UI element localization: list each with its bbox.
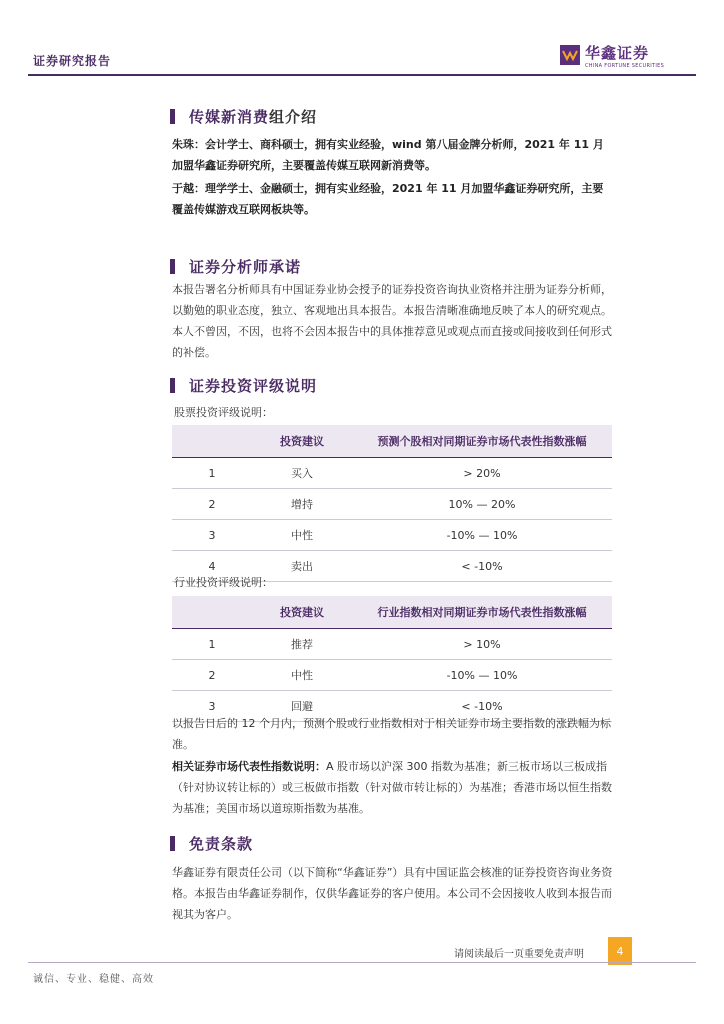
report-type-label: 证券研究报告 (33, 54, 112, 68)
logo-mark-icon (560, 45, 580, 65)
table-cell: 1 (172, 458, 252, 489)
page-header (0, 0, 724, 78)
table-cell: 2 (172, 660, 252, 691)
table-cell: < -10% (352, 551, 612, 582)
rating-basis-text: 以报告日后的 12 个月内，预测个股或行业指数相对于相关证券市场主要指数的涨跌幅为标准。 (172, 717, 611, 751)
table-cell: 推荐 (252, 629, 352, 660)
table-header-row (172, 596, 612, 629)
team-member-1: 朱珠：会计学士、商科硕士，拥有实业经验，wind 第八届金牌分析师，2021 年 11 月加盟华鑫证券研究所，主要覆盖传媒互联网新消费等。 (172, 138, 604, 172)
index-description-text: A 股市场以沪深 300 指数为基准；新三板市场以三板成指（针对协议转让标的）或三板做市指数（针对做市转让标的）为基准；香港市场以恒生指数为基准；美国市场以道琼斯指数为基准。 (172, 760, 612, 815)
team-title-strong: 传媒新消费 (189, 108, 270, 126)
footer-divider (28, 962, 696, 963)
footer-motto: 诚信、专业、稳健、高效 (33, 974, 154, 985)
table-row (172, 629, 612, 660)
stock-rating-table (172, 425, 612, 582)
section-bar (170, 109, 175, 124)
commitment-section-heading (170, 256, 301, 277)
table-cell: 4 (172, 551, 252, 582)
team-member-2: 于越：理学学士、金融硕士，拥有实业经验，2021 年 11 月加盟华鑫证券研究所，主要覆盖传媒游戏互联网板块等。 (172, 182, 604, 216)
table-cell: 3 (172, 520, 252, 551)
table-cell: < -10% (352, 691, 612, 722)
industry-rating-table (172, 596, 612, 722)
industry-rating-label: 行业投资评级说明： (174, 576, 273, 589)
section-bar (170, 259, 175, 274)
table-row (172, 520, 612, 551)
table-cell: 1 (172, 629, 252, 660)
section-bar (170, 836, 175, 851)
team-title-plain: 组介绍 (269, 108, 318, 126)
index-description-lead: 相关证券市场代表性指数说明： (172, 760, 326, 773)
page-number: 4 (608, 937, 632, 965)
section-bar (170, 378, 175, 393)
rating-section-heading (170, 375, 317, 396)
company-logo (560, 42, 665, 72)
rating-title: 证券投资评级说明 (189, 377, 318, 395)
stock-rating-label: 股票投资评级说明： (174, 406, 273, 419)
header-divider (28, 74, 696, 76)
footer-disclaimer-note: 请阅读最后一页重要免责声明 (454, 949, 584, 960)
header-cell: 行业指数相对同期证券市场代表性指数涨幅 (352, 596, 612, 629)
commitment-text: 本报告署名分析师具有中国证券业协会授予的证券投资咨询执业资格并注册为证券分析师，以勤勉的职业态度，独立、客观地出具本报告。本报告清晰准确地反映了本人的研究观点。本人不曾因，不因，也将不会因本报告中的具体推荐意见或观点而直接或间接收到任何形式的补偿。 (172, 283, 612, 359)
table-cell: 回避 (252, 691, 352, 722)
logo-cn-text: 华鑫证券 (585, 44, 650, 62)
commitment-title: 证券分析师承诺 (189, 258, 302, 276)
table-cell: > 10% (352, 629, 612, 660)
header-cell: 预测个股相对同期证券市场代表性指数涨幅 (352, 425, 612, 458)
table-cell: 3 (172, 691, 252, 722)
table-cell: 10% — 20% (352, 489, 612, 520)
disclaimer-section-heading (170, 833, 253, 854)
table-cell: > 20% (352, 458, 612, 489)
disclaimer-text: 华鑫证券有限责任公司（以下简称“华鑫证券”）具有中国证监会核准的证券投资咨询业务资格。本报告由华鑫证券制作，仅供华鑫证券的客户使用。本公司不会因接收人收到本报告而视其为客户。 (172, 866, 613, 921)
header-cell (172, 596, 252, 629)
logo-en-text: CHINA FORTUNE SECURITIES (585, 63, 665, 69)
table-header-row (172, 425, 612, 458)
table-cell: 增持 (252, 489, 352, 520)
disclaimer-title: 免责条款 (189, 835, 254, 853)
header-cell (172, 425, 252, 458)
index-description (172, 756, 614, 819)
header-cell: 投资建议 (252, 425, 352, 458)
table-cell: 2 (172, 489, 252, 520)
table-cell: -10% — 10% (352, 520, 612, 551)
table-cell: 卖出 (252, 551, 352, 582)
table-row (172, 660, 612, 691)
header-cell: 投资建议 (252, 596, 352, 629)
table-cell: 中性 (252, 660, 352, 691)
table-cell: -10% — 10% (352, 660, 612, 691)
table-cell: 买入 (252, 458, 352, 489)
table-row (172, 458, 612, 489)
table-cell: 中性 (252, 520, 352, 551)
table-row (172, 489, 612, 520)
team-section-heading (170, 106, 317, 127)
